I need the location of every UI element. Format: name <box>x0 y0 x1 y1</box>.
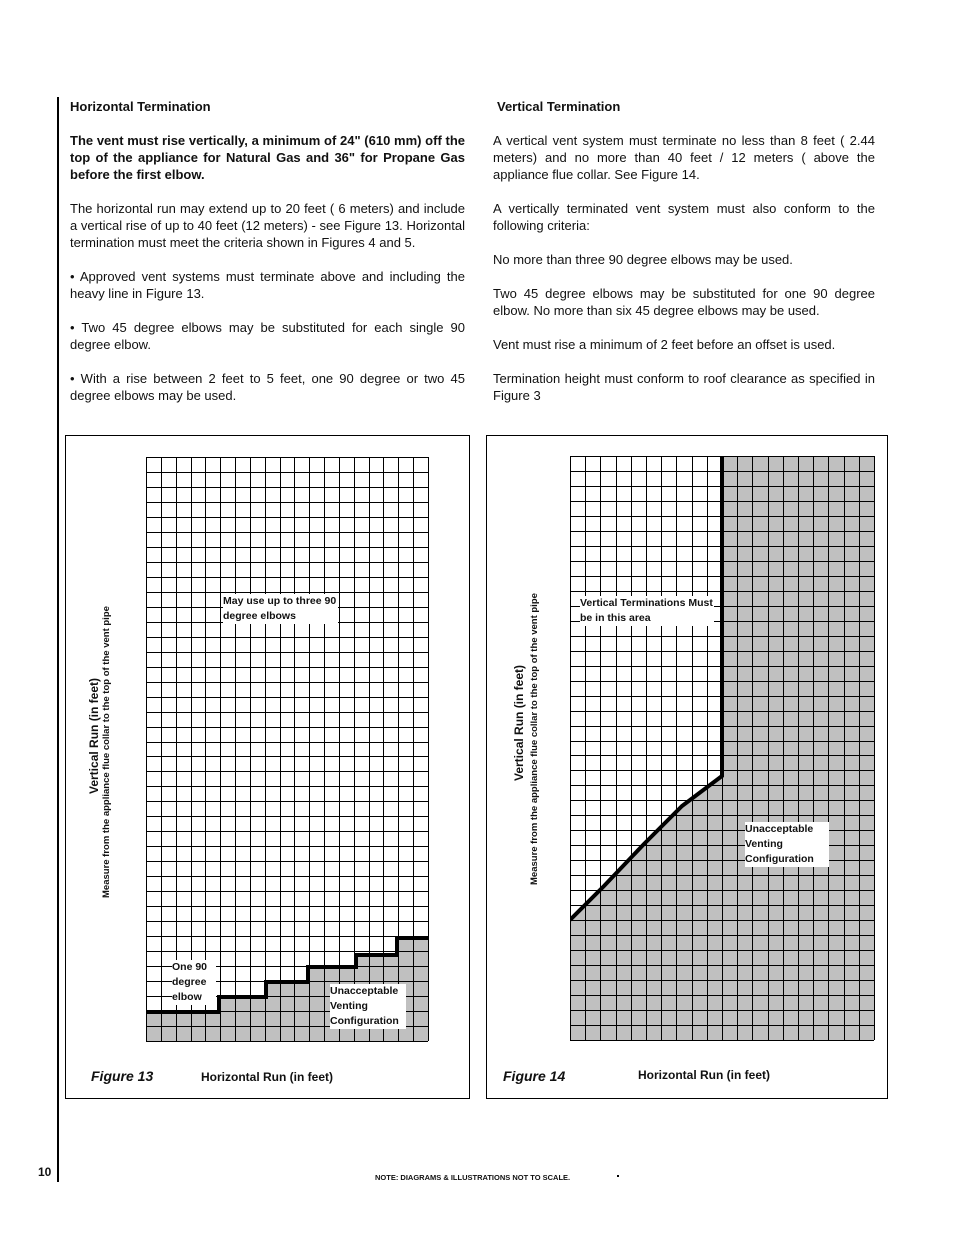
figure-14-grid <box>570 456 876 1042</box>
figure-13-callout-elbow: One 90 degree elbow <box>172 960 216 1005</box>
margin-rule <box>57 97 59 1182</box>
bullet-item: • Two 45 degree elbows may be substituted for each single 90 degree elbow. <box>70 320 465 352</box>
figure-14-x-axis-label: Horizontal Run (in feet) <box>638 1068 770 1082</box>
bullet-item: • Approved vent systems must terminate above and including the heavy line in Figure 13. <box>70 269 465 301</box>
paragraph: Two 45 degree elbows may be substituted for one 90 degree elbow. No more than six 45 degree elbows may be used. <box>493 286 875 318</box>
figure-14-y-axis-label: Vertical Run (in feet) <box>512 664 526 781</box>
scale-note: NOTE: DIAGRAMS & ILLUSTRATIONS NOT TO SCALE. <box>375 1173 571 1182</box>
paragraph: Vent must rise a minimum of 2 feet before an offset is used. <box>493 337 836 352</box>
figure-13-x-axis-label: Horizontal Run (in feet) <box>201 1070 333 1084</box>
figure-13-y-axis-label: Vertical Run (in feet) <box>87 677 101 794</box>
figure-14-callout-unacceptable: Unacceptable Venting Configuration <box>745 822 829 867</box>
figure-14-y-axis-sublabel: Measure from the appliance flue collar to the top of the vent pipe <box>529 593 540 885</box>
footer-dot <box>617 1175 619 1177</box>
figure-13-callout-unacceptable: Unacceptable Venting Configuration <box>330 984 406 1029</box>
paragraph: A vertical vent system must terminate no less than 8 feet ( 2.44 meters) and no more than 40 feet / 12 meters ( above the appliance flue collar. See Figure 14. <box>493 133 875 182</box>
section-heading: Horizontal Termination <box>70 99 211 114</box>
figure-14 <box>486 435 888 1099</box>
section-heading: Vertical Termination <box>497 99 621 114</box>
intro-paragraph: The vent must rise vertically, a minimum of 24" (610 mm) off the top of the appliance for Natural Gas and 36" for Propane Gas before the first elbow. <box>70 133 465 182</box>
page-number: 10 <box>38 1165 52 1179</box>
paragraph: The horizontal run may extend up to 20 feet ( 6 meters) and include a vertical rise of up to 40 feet (12 meters) - see Figure 13. Horizontal termination must meet the criteria shown in Figures 4 and 5. <box>70 201 465 250</box>
paragraph: A vertically terminated vent system must also conform to the following criteria: <box>493 201 875 233</box>
horizontal-termination-section <box>70 98 465 421</box>
bullet-item: • With a rise between 2 feet to 5 feet, one 90 degree or two 45 degree elbows may be used. <box>70 371 465 403</box>
paragraph: No more than three 90 degree elbows may be used. <box>493 252 793 267</box>
figure-13-label: Figure 13 <box>91 1068 154 1084</box>
paragraph: Termination height must conform to roof clearance as specified in Figure 3 <box>493 371 875 403</box>
figure-14-callout-area: Vertical Terminations Must be in this area <box>580 597 713 624</box>
figure-13-grid <box>146 457 430 1043</box>
figure-14-label: Figure 14 <box>503 1068 566 1084</box>
figure-13-callout-top: May use up to three 90 degree elbows <box>223 595 337 622</box>
figure-13-y-axis-sublabel: Measure from the appliance flue collar to the top of the vent pipe <box>101 606 112 898</box>
vertical-termination-section <box>493 98 875 421</box>
figure-13 <box>65 435 470 1099</box>
